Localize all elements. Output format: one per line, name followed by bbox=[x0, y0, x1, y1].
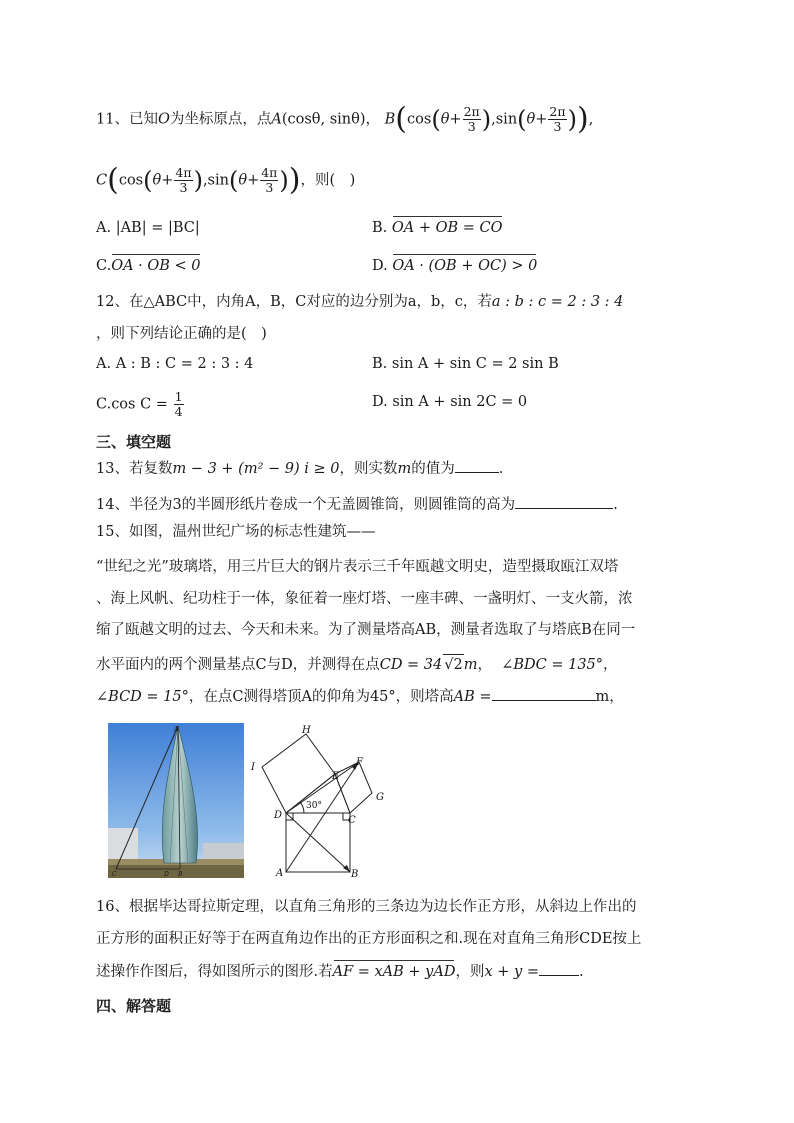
label-c: C bbox=[348, 815, 356, 826]
q11-option-d: D. OA · (OB + OC) > 0 bbox=[372, 258, 538, 274]
photo-label-a: A bbox=[174, 726, 179, 733]
q16-line1: 16、根据毕达哥拉斯定理，以直角三角形的三条边为边长作正方形，从斜边上作出的 bbox=[96, 899, 637, 915]
q14-line: 14、半径为3的半圆形纸片卷成一个无盖圆锥筒，则圆锥筒的高为 . bbox=[96, 494, 618, 515]
q11-option-b: B. OA + OB = CO bbox=[372, 220, 503, 236]
q11-line2: C(cos(θ+ $\frac{4\pi}{3}$ ),sin(θ+ $\frac{4\pi}{3}$ ))，则( ) bbox=[96, 162, 356, 198]
q15-line5: 水平面内的两个测量基点C与D，并测得在点CD = 34 √2m， ∠BDC = 135°， bbox=[96, 654, 618, 675]
q11-option-c: C.OA · OB < 0 bbox=[96, 258, 201, 274]
fraction-2pi-3: $\frac{2\pi}{3}$ bbox=[463, 104, 480, 134]
q15-answer-blank[interactable] bbox=[492, 686, 596, 701]
section-heading-fill-blank: 三、填空题 bbox=[96, 433, 172, 451]
label-b: B bbox=[351, 869, 359, 880]
label-g: G bbox=[376, 792, 384, 803]
label-d: D bbox=[274, 810, 283, 821]
q12-option-d: D. sin A + sin 2C = 0 bbox=[372, 394, 528, 410]
q15-line4: 缩了瓯越文明的过去、今天和未来。为了测量塔高AB，测量者选取了与塔底B在同一 bbox=[96, 622, 636, 638]
q12-option-b: B. sin A + sin C = 2 sin B bbox=[372, 356, 559, 372]
label-i: I bbox=[251, 762, 255, 773]
pythagoras-diagram bbox=[248, 722, 398, 886]
q16-line3: 述操作作图后，得如图所示的图形.若AF = xAB + yAD，则x + y = . bbox=[96, 961, 584, 982]
photo-label-c: C bbox=[112, 871, 117, 878]
q15-line2: “世纪之光”玻璃塔，用三片巨大的钢片表示三千年瓯越文明史，造型摄取瓯江双塔 bbox=[96, 559, 619, 575]
q11-line1: 11、已知O为坐标原点，点A(cosθ, sinθ)， B(cos(θ+ $\frac{2\pi}{3}$ ),sin(θ+ $\frac{2\pi}{3}$ )), bbox=[96, 101, 594, 137]
q12-option-c: C.cos C = $\frac{1}{4}$ bbox=[96, 389, 183, 419]
q16-answer-blank[interactable] bbox=[539, 961, 579, 976]
q16-line2: 正方形的面积正好等于在两直角边作出的正方形面积之和.现在对直角三角形CDE按上 bbox=[96, 931, 642, 947]
label-f: F bbox=[356, 757, 363, 768]
q12-line1: 12、在△ABC中，内角A，B，C对应的边分别为a，b，c，若a : b : c = 2 : 3 : 4 bbox=[96, 294, 624, 310]
fraction-1-4: $\frac{1}{4}$ bbox=[174, 389, 183, 419]
q15-line6: ∠BCD = 15°，在点C测得塔顶A的仰角为45°，则塔高AB = m， bbox=[96, 686, 624, 707]
fraction-2pi-3b: $\frac{2\pi}{3}$ bbox=[549, 104, 566, 134]
photo-label-d: D bbox=[164, 871, 169, 878]
fraction-4pi-3: $\frac{4\pi}{3}$ bbox=[175, 165, 192, 195]
tower-photo bbox=[108, 723, 244, 878]
label-e: E bbox=[332, 771, 340, 782]
q11-option-a: A. |AB| = |BC| bbox=[96, 220, 200, 236]
q13-line: 13、若复数m − 3 + (m² − 9) i ≥ 0，则实数m的值为 . bbox=[96, 458, 503, 479]
q13-answer-blank[interactable] bbox=[455, 458, 499, 473]
q15-line1: 15、如图，温州世纪广场的标志性建筑—— bbox=[96, 524, 376, 540]
fraction-4pi-3b: $\frac{4\pi}{3}$ bbox=[261, 165, 278, 195]
q14-answer-blank[interactable] bbox=[515, 494, 613, 509]
section-heading-answers: 四、解答题 bbox=[96, 997, 172, 1015]
q12-line2: ，则下列结论正确的是( ) bbox=[96, 326, 267, 342]
label-angle-30: 30° bbox=[306, 801, 322, 811]
photo-label-b: B bbox=[178, 871, 183, 878]
q12-option-a: A. A : B : C = 2 : 3 : 4 bbox=[96, 356, 254, 372]
label-a: A bbox=[276, 868, 284, 879]
label-h: H bbox=[302, 725, 311, 736]
q15-line3: 、海上风帆、纪功柱于一体，象征着一座灯塔、一座丰碑、一盏明灯、一支火箭，浓 bbox=[96, 591, 633, 607]
